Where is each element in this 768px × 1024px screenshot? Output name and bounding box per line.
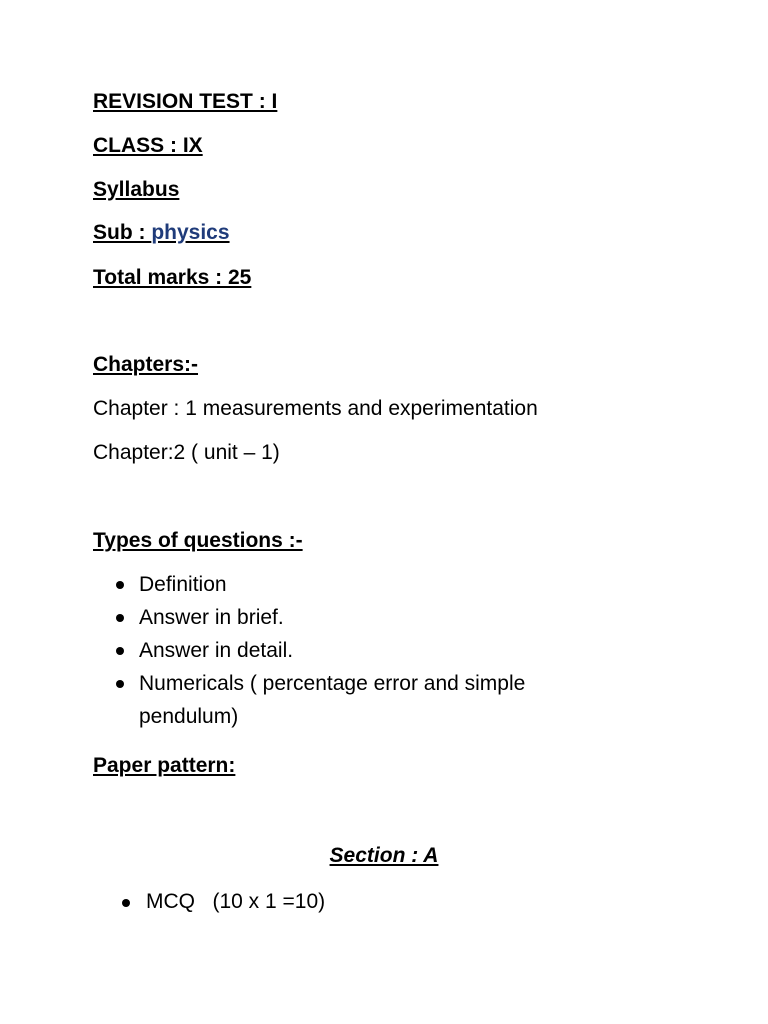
class-label: CLASS : IX [93,134,203,157]
list-item: MCQ (10 x 1 =10) [100,888,325,916]
list-item: Numericals ( percentage error and simple pendulum) [93,667,599,733]
chapters-heading: Chapters:- [93,353,199,376]
chapter-item: Chapter : 1 measurements and experimentation [93,397,538,420]
list-item: Answer in brief. [93,601,599,634]
section-a-heading: Section : A [329,844,439,867]
list-item: Answer in detail. [93,634,599,667]
syllabus-label: Syllabus [93,178,180,201]
paper-pattern-heading: Paper pattern: [93,754,236,777]
chapter-item: Chapter:2 ( unit – 1) [93,441,280,464]
subject-label: Sub : [93,221,152,244]
list-item: Definition [93,568,599,601]
total-marks: Total marks : 25 [93,266,252,289]
question-types-heading: Types of questions :- [93,529,303,552]
test-title: REVISION TEST : I [93,90,278,113]
subject-value: physics [151,221,230,244]
question-types-list [93,568,599,733]
section-a-list [100,888,325,916]
subject-line [93,220,230,246]
